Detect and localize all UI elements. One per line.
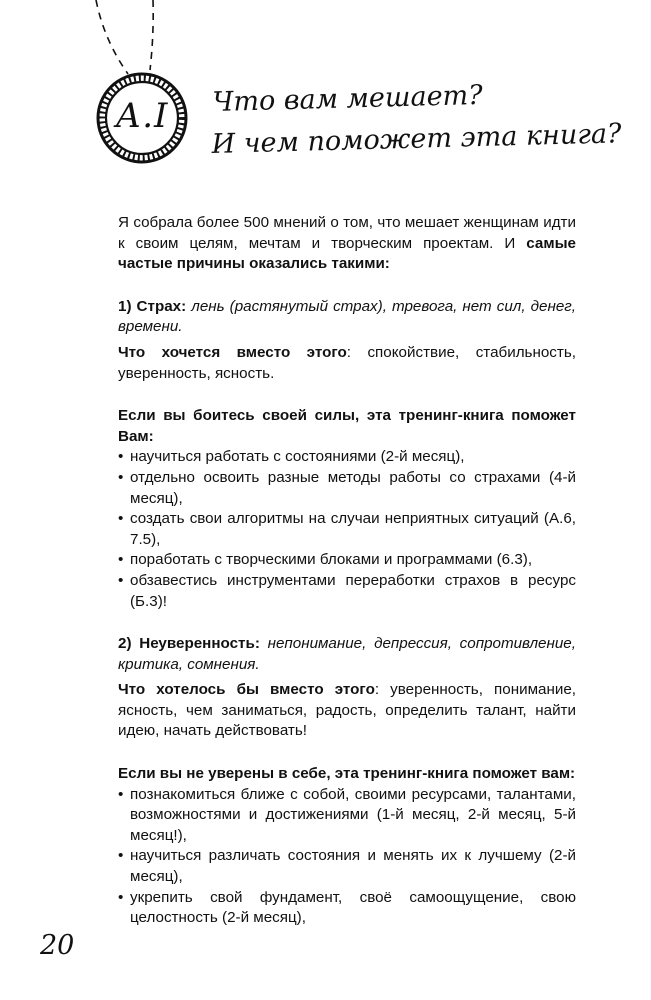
section-1-desc: лень (растянутый страх), тревога, нет сил, денег, времени. <box>118 297 576 336</box>
section-1-list <box>118 447 576 612</box>
section-2-help-heading: Если вы не уверены в себе, эта тренинг-книга поможет вам: <box>118 765 576 783</box>
section-1-help-heading: Если вы боитесь своей силы, эта тренинг-книга поможет Вам: <box>118 407 576 445</box>
heading-line-1: Что вам мешает? <box>212 79 484 118</box>
section-2-list <box>118 785 576 929</box>
list-item: • познакомиться ближе с собой, своими ресурсами, талантами, возможностями и достижениями (1-й месяц, 2-й месяц, 5-й месяц!), <box>118 785 576 847</box>
list-item: • отдельно освоить разные методы работы со страхами (4-й месяц), <box>118 468 576 509</box>
list-item: • создать свои алгоритмы на случаи неприятных ситуаций (А.6, 7.5), <box>118 509 576 550</box>
chapter-badge-label: А.I <box>115 96 169 136</box>
section-1-want: Что хочется вместо этого: спокойствие, стабильность, уверенность, ясность. <box>118 343 576 382</box>
intro-bold: самые частые причины оказались такими: <box>118 234 576 273</box>
intro-paragraph: Я собрала более 500 мнений о том, что мешает женщинам идти к своим целям, мечтам и творческим проектам. И самые частые причины оказались такими: <box>118 214 576 273</box>
list-item: • научиться работать с состояниями (2-й месяц), <box>118 447 576 468</box>
page-number: 20 <box>40 930 75 961</box>
section-2-title: 2) Неуверенность: непонимание, депрессия, сопротивление, критика, сомнения. <box>118 635 576 673</box>
list-item: • укрепить свой фундамент, своё самоощущение, свою целостность (2-й месяц), <box>118 888 576 929</box>
heading-line-2: И чем поможет эта книга? <box>211 118 622 161</box>
chapter-heading <box>212 71 622 166</box>
section-2-want: Что хотелось бы вместо этого: уверенность, понимание, ясность, чем заниматься, радость, определить талант, найти идею, начать действовать! <box>118 681 576 740</box>
page-body <box>118 213 576 929</box>
section-2-desc: непонимание, депрессия, сопротивление, критика, сомнения. <box>118 635 576 673</box>
section-1-title: 1) Страх: лень (растянутый страх), тревога, нет сил, денег, времени. <box>118 297 576 336</box>
list-item: • обзавестись инструментами переработки страхов в ресурс (Б.3)! <box>118 571 576 612</box>
list-item: • поработать с творческими блоками и программами (6.3), <box>118 550 576 571</box>
list-item: • научиться различать состояния и менять их к лучшему (2-й месяц), <box>118 846 576 887</box>
